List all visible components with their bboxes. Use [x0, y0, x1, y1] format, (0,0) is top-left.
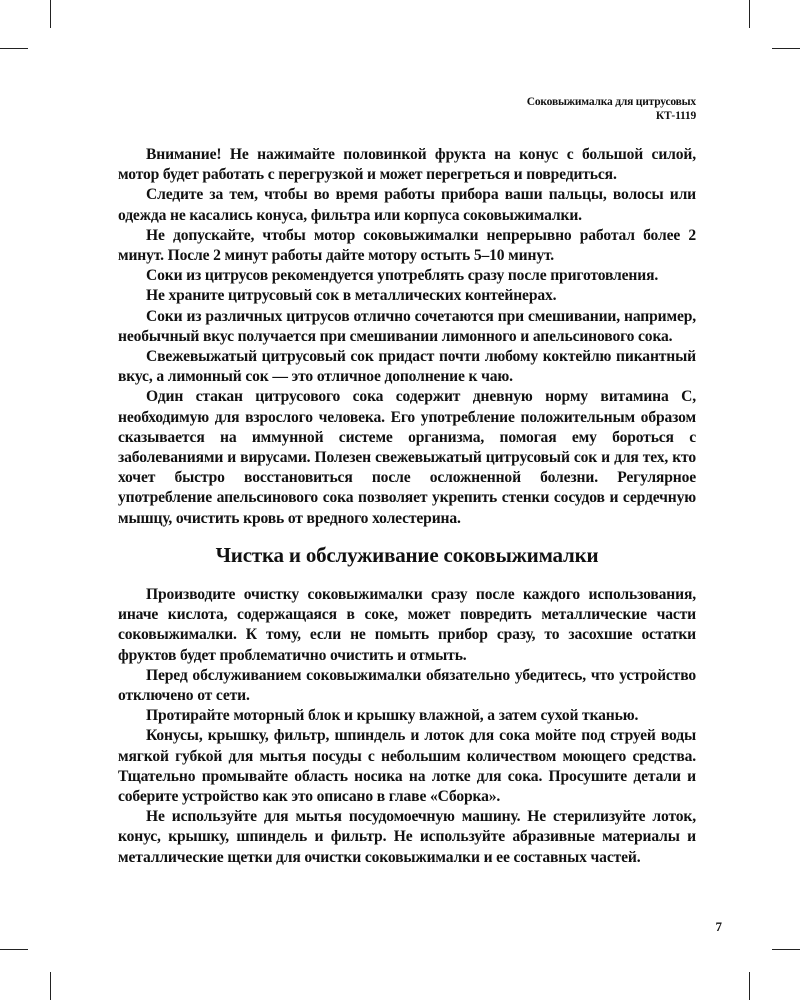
paragraph: Следите за тем, чтобы во время работы прибора ваши пальцы, волосы или одежда не касались конуса, фильтра или корпуса соковыжималки.: [118, 186, 696, 224]
paragraph: Свежевыжатый цитрусовый сок придаст почти любому коктейлю пикантный вкус, а лимонный сок — это отличное дополнение к чаю.: [118, 348, 696, 386]
paragraph: Соки из различных цитрусов отлично сочетаются при смешивании, например, необычный вкус получается при смешивании лимонного и апельсинового сока.: [118, 307, 696, 345]
section-heading: Чистка и обслуживание соковыжималки: [215, 543, 599, 567]
header-product-name: Соковыжималка для цитрусовых: [526, 96, 696, 108]
section-cleaning: [118, 585, 696, 868]
paragraph: Не храните цитрусовый сок в металлических контейнерах.: [146, 287, 557, 305]
paragraph-warning: [118, 145, 696, 185]
crop-mark-bottom-right: [749, 972, 750, 1000]
warning-text: Не нажимайте половинкой фрукта на конус с большой силой, мотор будет работать с перегрузкой и может перегреться и повредиться.: [118, 146, 696, 184]
crop-mark-left-bottom: [0, 949, 28, 950]
crop-mark-right-bottom: [772, 949, 800, 950]
warning-lead: Внимание!: [146, 146, 222, 163]
crop-mark-top-right: [749, 0, 750, 28]
paragraph: Производите очистку соковыжималки сразу после каждого использования, иначе кислота, содержащаяся в соке, может повредить металлические части соковыжималки. К тому, если не помыть прибор сразу, то засохшие остатки фруктов будет проблематично очистить и отмыть.: [118, 586, 696, 664]
crop-mark-left-top: [0, 48, 28, 49]
crop-mark-top-left: [50, 0, 51, 28]
running-header: [527, 95, 696, 123]
page-number: 7: [715, 919, 722, 934]
crop-mark-right-top: [772, 48, 800, 49]
paragraph: Соки из цитрусов рекомендуется употреблять сразу после приготовления.: [146, 267, 659, 285]
header-model-number: КТ-1119: [655, 110, 696, 122]
paragraph: Конусы, крышку, фильтр, шпиндель и лоток для сока мойте под струей воды мягкой губкой для мытья посуды с небольшим количеством моющего средства. Тщательно промывайте область носика на лотке для сока. Просушите детали и соберите устройство как это описано в главе «Сборка».: [118, 727, 696, 806]
section-usage-tips: [118, 145, 696, 529]
paragraph: Не допускайте, чтобы мотор соковыжималки непрерывно работал более 2 минут. После 2 минут работы дайте мотору остыть 5–10 минут.: [118, 226, 696, 265]
paragraph: Один стакан цитрусового сока содержит дневную норму витамина С, необходимую для взрослого человека. Его употребление положительным образом сказывается на иммунной системе организма, помогая ему бороться с заболеваниями и вирусами. Полезен свежевыжатый цитрусовый сок и для тех, кто хочет быстро восстановиться после осложненной болезни. Регулярное употребление апельсинового сока позволяет укрепить стенки сосудов и сердечную мышцу, очистить кровь от вредного холестерина.: [118, 388, 696, 527]
paragraph: Не используйте для мытья посудомоечную машину. Не стерилизуйте лоток, конус, крышку, шпиндель и фильтр. Не используйте абразивные материалы и металлические щетки для очистки соковыжималки и ее составных частей.: [118, 808, 696, 866]
crop-mark-bottom-left: [50, 972, 51, 1000]
paragraph: Перед обслуживанием соковыжималки обязательно убедитесь, что устройство отключено от сети.: [118, 666, 696, 705]
paragraph: Протирайте моторный блок и крышку влажной, а затем сухой тканью.: [146, 707, 639, 725]
